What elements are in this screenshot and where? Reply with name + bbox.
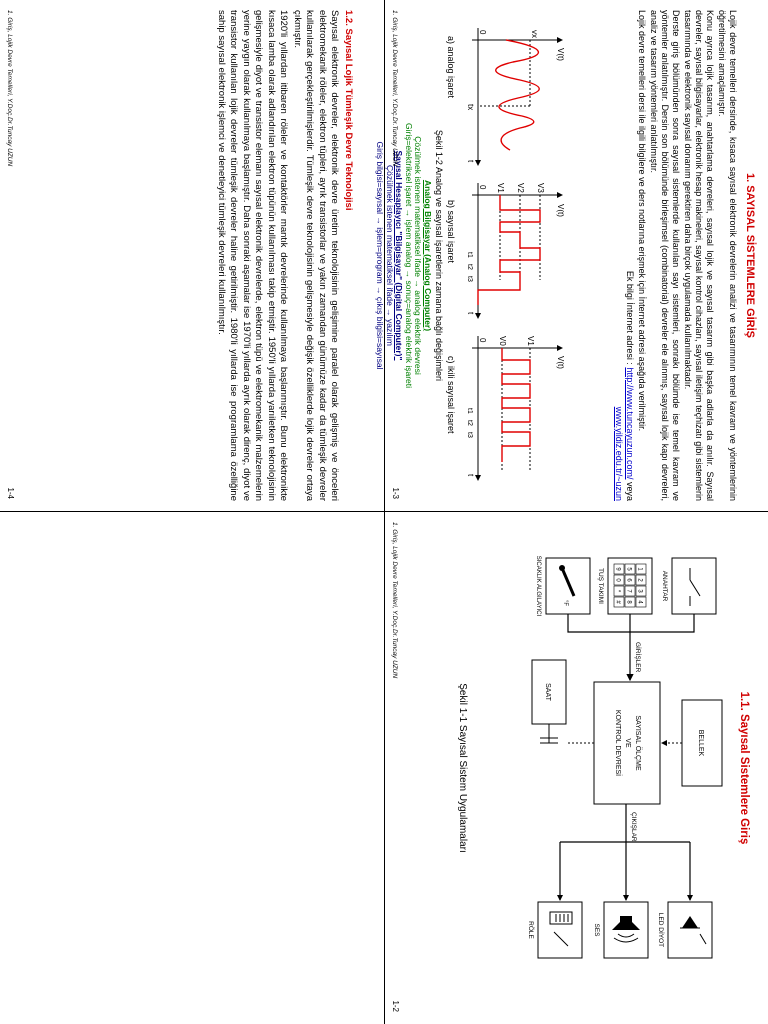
time-label: t	[466, 312, 475, 315]
keypad-key-label: 6	[625, 578, 632, 582]
link-or: veya	[625, 479, 635, 501]
t3-label: t3	[466, 432, 473, 438]
keypad-key-label: #	[614, 600, 621, 604]
paragraph: Sayısal elektronik devreler, elektronik devre üretim teknolojisinin gelişimine paralel olarak gelişmiş ve önceleri elektromekanik röleler, elektron tüpleri, ayrık transistorlar ve yakın zamandan günümüze kadar da tümleşik devreler kullanılarak gerçekleştirilmişlerdir. Tümleşik devre teknolojisinin gelişmesiyle değişik özelliklerde lojik devreler ortaya çıkmıştır.	[292, 10, 341, 501]
section-heading: 1.2. Sayısal Lojik Tümleşik Devre Teknolojisi	[343, 10, 354, 211]
axis-label: V(t)	[556, 48, 565, 61]
page-title: 1.1. Sayısal Sistemlere Giriş	[738, 691, 750, 845]
page-1-2	[384, 512, 768, 1024]
keypad-key-label: 2	[636, 578, 643, 582]
digital-waveform	[478, 195, 540, 305]
zero-label: 0	[478, 338, 487, 343]
keypad-block	[597, 558, 652, 614]
zero-label: 0	[478, 30, 487, 35]
footer: 1. Giriş, Lojik Devre Temelleri, Y.Doç.Dr.Tuncay UZUN	[391, 10, 398, 167]
switch-label: ANAHTAR	[661, 570, 668, 602]
switch-block	[661, 558, 716, 614]
t2-label: t2	[466, 420, 473, 426]
link-line	[613, 10, 635, 501]
t1-label: t1	[466, 252, 473, 258]
analog-waveform	[496, 40, 540, 150]
led-block	[657, 902, 712, 958]
relay-block	[527, 902, 582, 958]
v0-label: V0	[498, 336, 507, 346]
page-number: 1-3	[391, 487, 400, 499]
blank-page	[0, 512, 384, 1024]
degree-label: °F	[562, 600, 568, 607]
paragraph: Lojik devre temelleri dersinde, kısaca sayısal elektronik devrelerin analizi ve tasarımının temel kavram ve yöntemlerinin öğretilmesini amaçlamıştır.	[717, 10, 738, 501]
axis-label: V(t)	[556, 356, 565, 369]
university-link[interactable]: www.yildiz.edu.tr/~uzun	[614, 406, 624, 501]
page-1-4	[0, 0, 384, 512]
paragraph: Lojik devre temelleri dersi ile ilgili bilgilere ve ders notlarına erişmek için İnternet adresi aşağıda verilmiştir.	[637, 10, 647, 432]
controller-block	[594, 682, 660, 804]
thermometer-block	[535, 556, 590, 617]
time-label: t	[466, 474, 475, 477]
t3-label: t3	[466, 276, 473, 282]
binary-waveform	[502, 348, 530, 462]
digital-heading: Sayısal Hesaplayıcı "Bilgisayar" (Digital Computer)"	[394, 150, 405, 361]
subcaption-b: b) sayısal işaret	[446, 200, 456, 264]
page-title: 1. SAYISAL SİSTEMLERE GİRİŞ	[744, 172, 756, 339]
figure-1-2-signals	[456, 0, 568, 512]
intro-text	[613, 10, 738, 501]
clock-label: SAAT	[544, 683, 551, 701]
controller-label: KONTROL DEVRESİ	[614, 709, 621, 777]
keypad-key-label: *	[614, 589, 621, 593]
paragraph: Konu ayrıca lojik tasarım, anahtarlama devreleri, sayısal lojik ve sayısal tasarım gibi başka adlarla da anılır. Sayısal devreler, sayısal bilgisayarlar, elektronik hesap makineleri, sayısal kontrol cihazları, sayısal iletişim teçhizatı gibi sistemlerin tasarımında ve elektronik sayısal donanım gerektiren daha birçok uygulamada kullanılmaktadır.	[683, 10, 715, 501]
website-link[interactable]: http://www.tuncayuzun.com/	[625, 367, 635, 480]
keypad-key-label: 0	[614, 578, 621, 582]
zero-label: 0	[478, 185, 487, 190]
led-label: LED DİYOT	[657, 912, 664, 948]
memory-block	[682, 700, 722, 786]
v1-label: V1	[526, 336, 535, 346]
subcaption-c: c) ikili sayısal işaret	[446, 356, 456, 434]
analog-signal-plot	[466, 28, 565, 165]
technology-text	[214, 10, 355, 501]
page-1-3	[375, 0, 768, 512]
digital-line: Çözülmek istenen matematiksel ifade → yazılım	[385, 165, 395, 346]
keypad-key-label: 3	[636, 589, 643, 593]
controller-label: VE	[624, 738, 631, 748]
time-label: t	[466, 160, 475, 163]
digital-signal-plot	[466, 183, 565, 318]
figure-caption: Şekil 1-2 Analog ve sayısal işaretlerin zamana bağlı değişimleri	[434, 129, 444, 382]
link-prefix: Ek bilgi İnternet adresi :	[625, 270, 635, 368]
clock-block	[532, 660, 566, 743]
controller-label: SAYISAL ÖLÇME	[634, 715, 641, 771]
keypad-key-label: 5	[625, 567, 632, 571]
inputs-label: GİRİŞLER	[634, 642, 641, 673]
axis-label: V(t)	[556, 204, 565, 217]
paragraph: Derste giriş bölümünden sonra sayısal sistemlerde kullanılan sayı sistemleri, sonrakı bölümde ise temel kavram ve yöntemler anlatılmıştır. Dersin son bölümünde birleşimsel (combinatorial) devreler ele alınmış, sayısal lojik kapı devreleri, analiz ve tasarım yöntemleri anlatılmıştır.	[649, 10, 681, 501]
sensor-label: SICAKLIK ALGILAYICI	[535, 555, 541, 617]
vx-label: vx	[530, 30, 539, 38]
memory-label: BELLEK	[697, 729, 704, 757]
t1-label: t1	[466, 408, 473, 414]
figure-caption: Şekil 1-1 Sayısal Sistem Uygulamaları	[457, 683, 468, 853]
keypad-key-label: 8	[625, 600, 632, 604]
v3-label: V3	[536, 183, 545, 193]
analog-heading: Analog Bilgisayar (Analog Computer)	[423, 179, 433, 332]
t2-label: t2	[466, 264, 473, 270]
footer: 1. Giriş, Lojik Devre Temelleri, Y.Doç.Dr.Tuncay UZUN	[391, 522, 398, 679]
keypad-key-label: 4	[636, 600, 643, 604]
v2-label: V2	[516, 183, 525, 193]
v1-label: V1	[496, 183, 505, 193]
relay-label: RÖLE	[527, 921, 534, 939]
keypad-key-label: 7	[625, 589, 632, 593]
speaker-block	[593, 902, 648, 958]
page-number: 1-4	[6, 487, 15, 499]
page-number: 1-2	[391, 1000, 400, 1012]
subcaption-a: a) analog işaret	[446, 36, 456, 99]
digital-line: Giriş bilgisi=sayısal → işlem=program → çıkış bilgisi=sayısal	[375, 141, 386, 370]
figure-1-1-diagram	[460, 512, 730, 1024]
paragraph: 1920'li yıllardan itibaren röleler ve kontaktörler mantık devrelerinde kullanılmaya başlanmıştır. Bunu elektronikte kısaca lamba olarak adlandırılan elektron tüpünün kullanılması takip etmiştir. 1950'li yıllarda yarıiletken teknolojisinin gelişmesiyle diyot ve transistor elemanı sayısal elektronik devrelerde, elektron tüpü ve elektromekanik malzemelerin yerine yaygın olarak kullanılmaya başlamıştır. Daha sonraki aşamalar ise 1970'li yıllarda ayrık olarak direnç, diyot ve transistor kullanılan lojik devreler tümleşik devreler haline getirilmiştir. 1980'li yıllarda ise programlama özelliğine sahip sayısal elektronik işlemci ve denetleyici tümleşik devreleri kullanılmıştır.	[216, 10, 290, 501]
keypad-label: TUŞ TAKIMI	[597, 568, 604, 604]
sound-label: SES	[593, 923, 600, 937]
keypad-key-label: 9	[614, 567, 621, 571]
analog-line: Giriş=elektriksel işaret → işlem analog → sonuç=analog elektrik işareti	[404, 122, 414, 389]
footer: 1. Giriş, Lojik Devre Temelleri, Y.Doç.Dr.Tuncay UZUN	[6, 10, 13, 167]
tx-label: tx	[466, 104, 475, 111]
outputs-label: ÇIKIŞLAR	[630, 812, 637, 842]
analog-line: Çözülmek istenen matematiksel ifade → analog elektrik devresi	[413, 136, 424, 375]
keypad-key-label: 1	[636, 567, 643, 571]
binary-signal-plot	[466, 336, 565, 480]
